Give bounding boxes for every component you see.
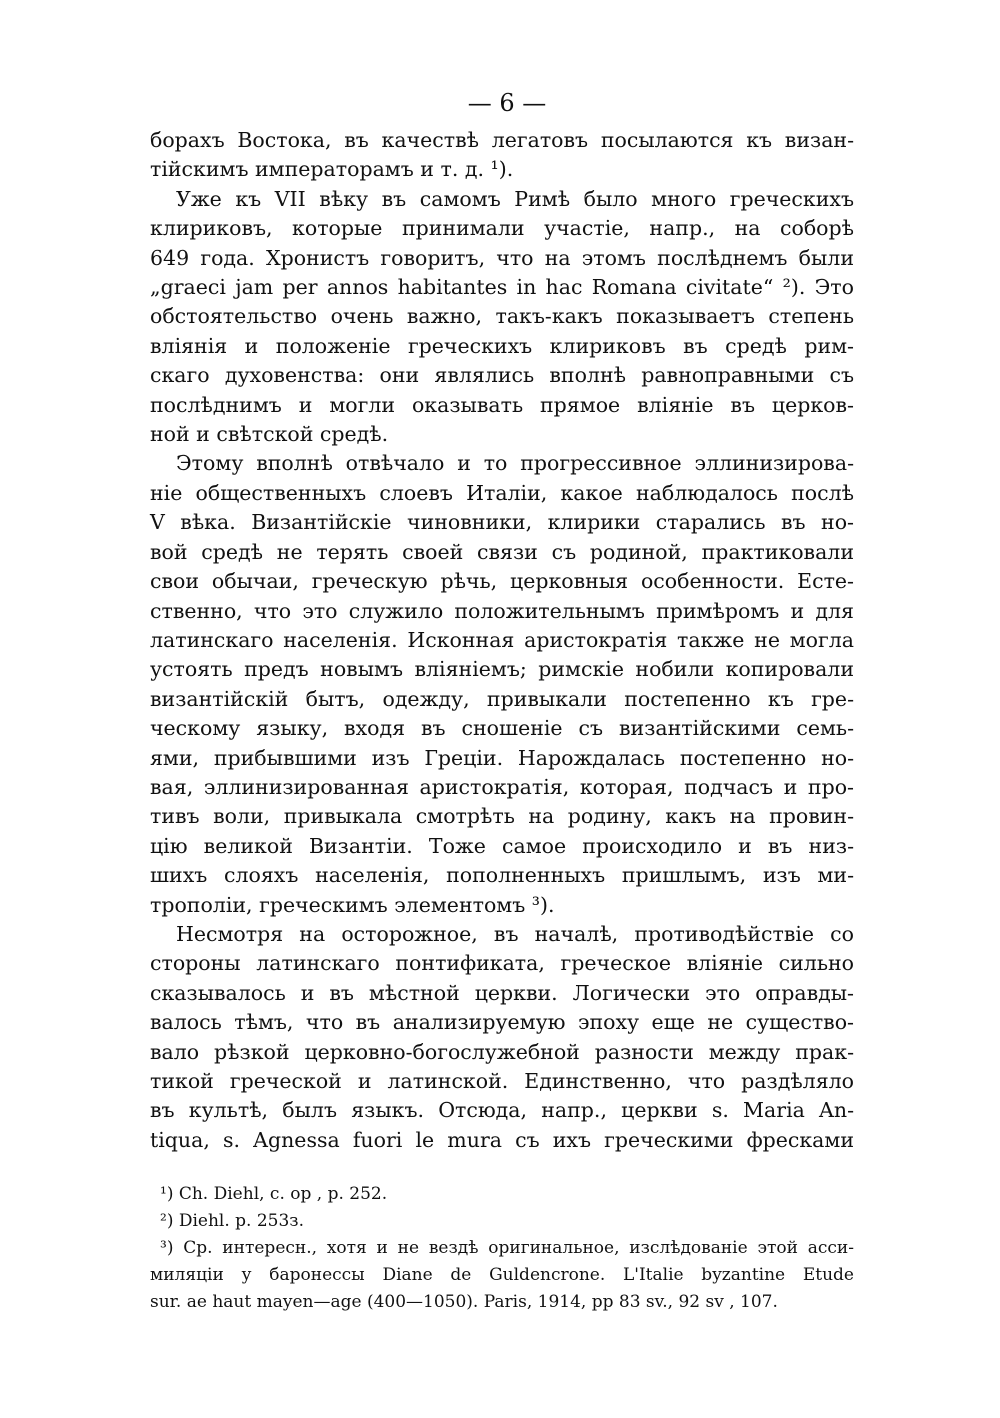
text-line: борахъ Востока, въ качествѣ легатовъ посылаются къ визан- (150, 128, 854, 152)
text-line: Уже къ VII вѣку въ самомъ Римѣ было много греческихъ (176, 186, 854, 211)
text-line: ями, прибывшими изъ Греціи. Нарождалась постепенно но- (150, 745, 854, 770)
text-line: V вѣка. Византійскіе чиновники, клирики старались въ но- (150, 510, 854, 535)
text-line: тикой греческой и латинской. Единственно, что раздѣляло (150, 1069, 854, 1093)
footnote: ³) Ср. интересн., хотя и не вездѣ оригинальное, изслѣдованіе этой асси- (160, 1238, 854, 1259)
text-line: скаго духовенства: они являлись вполнѣ равноправными съ (150, 363, 854, 388)
text-line: ческому языку, входя въ сношеніе съ византійскими семь- (150, 716, 854, 741)
text-line: тійскимъ императорамъ и т. д. ¹). (150, 157, 514, 182)
text-line: обстоятельство очень важно, такъ-какъ показываетъ степень (150, 304, 854, 329)
text-line: ніе общественныхъ слоевъ Италіи, какое наблюдалось послѣ (150, 480, 854, 505)
page-number: — 6 — (467, 89, 547, 117)
text-line: клириковъ, которые принимали участіе, напр., на соборѣ (150, 216, 854, 241)
text-line: ной и свѣтской средѣ. (150, 422, 389, 447)
text-line: 649 года. Хронистъ говоритъ, что на этомъ послѣднемъ были (150, 245, 854, 270)
text-line: вліянія и положеніе греческихъ клириковъ въ средѣ рим- (150, 333, 854, 358)
text-line: валось тѣмъ, что въ анализируемую эпоху еще не существо- (150, 1010, 854, 1035)
text-line: трополіи, греческимъ элементомъ ³). (150, 892, 555, 917)
footnote: миляціи у баронессы Diane de Guldencrone. L'Italie byzantine Etude (150, 1265, 854, 1286)
text-line: цію великой Византіи. Тоже самое происходило и въ низ- (150, 833, 854, 858)
footnote: sur. ae haut mayen—age (400—1050). Paris, 1914, pp 83 sv., 92 sv , 107. (150, 1292, 778, 1313)
text-line: свои обычаи, греческую рѣчь, церковныя особенности. Есте- (150, 569, 854, 594)
text-line: латинскаго населенія. Исконная аристократія также не могла (150, 627, 854, 652)
text-line: tiqua, s. Agnessa fuori le mura съ ихъ греческими фресками (150, 1127, 854, 1152)
text-line: шихъ слояхъ населенія, пополненныхъ пришлымъ, изъ ми- (150, 863, 854, 888)
body-text (150, 126, 854, 1155)
text-line: Несмотря на осторожное, въ началѣ, противодѣйствіе со (176, 921, 854, 946)
text-line: стороны латинскаго понтификата, греческое вліяніе сильно (150, 951, 854, 976)
text-line: тивъ воли, привыкала смотрѣть на родину, какъ на провин- (150, 804, 854, 829)
text-line: вало рѣзкой церковно-богослужебной разности между прак- (150, 1039, 854, 1064)
text-line: вой средѣ не терять своей связи съ родиной, практиковали (150, 539, 854, 564)
text-line: послѣднимъ и могли оказывать прямое вліяніе въ церков- (150, 392, 854, 417)
text-line: „graeci jam per annos habitantes in hac Romana civitate“ ²). Это (150, 275, 854, 300)
footnote: ²) Diehl. p. 253з. (160, 1211, 304, 1232)
footnotes (150, 1181, 854, 1316)
text-line: вая, эллинизированная аристократія, которая, подчасъ и про- (150, 774, 854, 799)
text-line: ственно, что это служило положительнымъ примѣромъ и для (150, 598, 854, 623)
footnote: ¹) Ch. Diehl, c. op , p. 252. (160, 1184, 388, 1205)
text-line: Этому вполнѣ отвѣчало и то прогрессивное эллинизирова- (176, 451, 854, 476)
text-line: сказывалось и въ мѣстной церкви. Логически это оправды- (150, 980, 854, 1005)
document-page (150, 86, 854, 1316)
text-line: въ культѣ, былъ языкъ. Отсюда, напр., церкви s. Maria An- (150, 1098, 854, 1123)
text-line: устоять предъ новымъ вліяніемъ; римскіе нобили копировали (150, 657, 854, 682)
text-line: византійскій бытъ, одежду, привыкали постепенно къ гре- (150, 686, 854, 711)
